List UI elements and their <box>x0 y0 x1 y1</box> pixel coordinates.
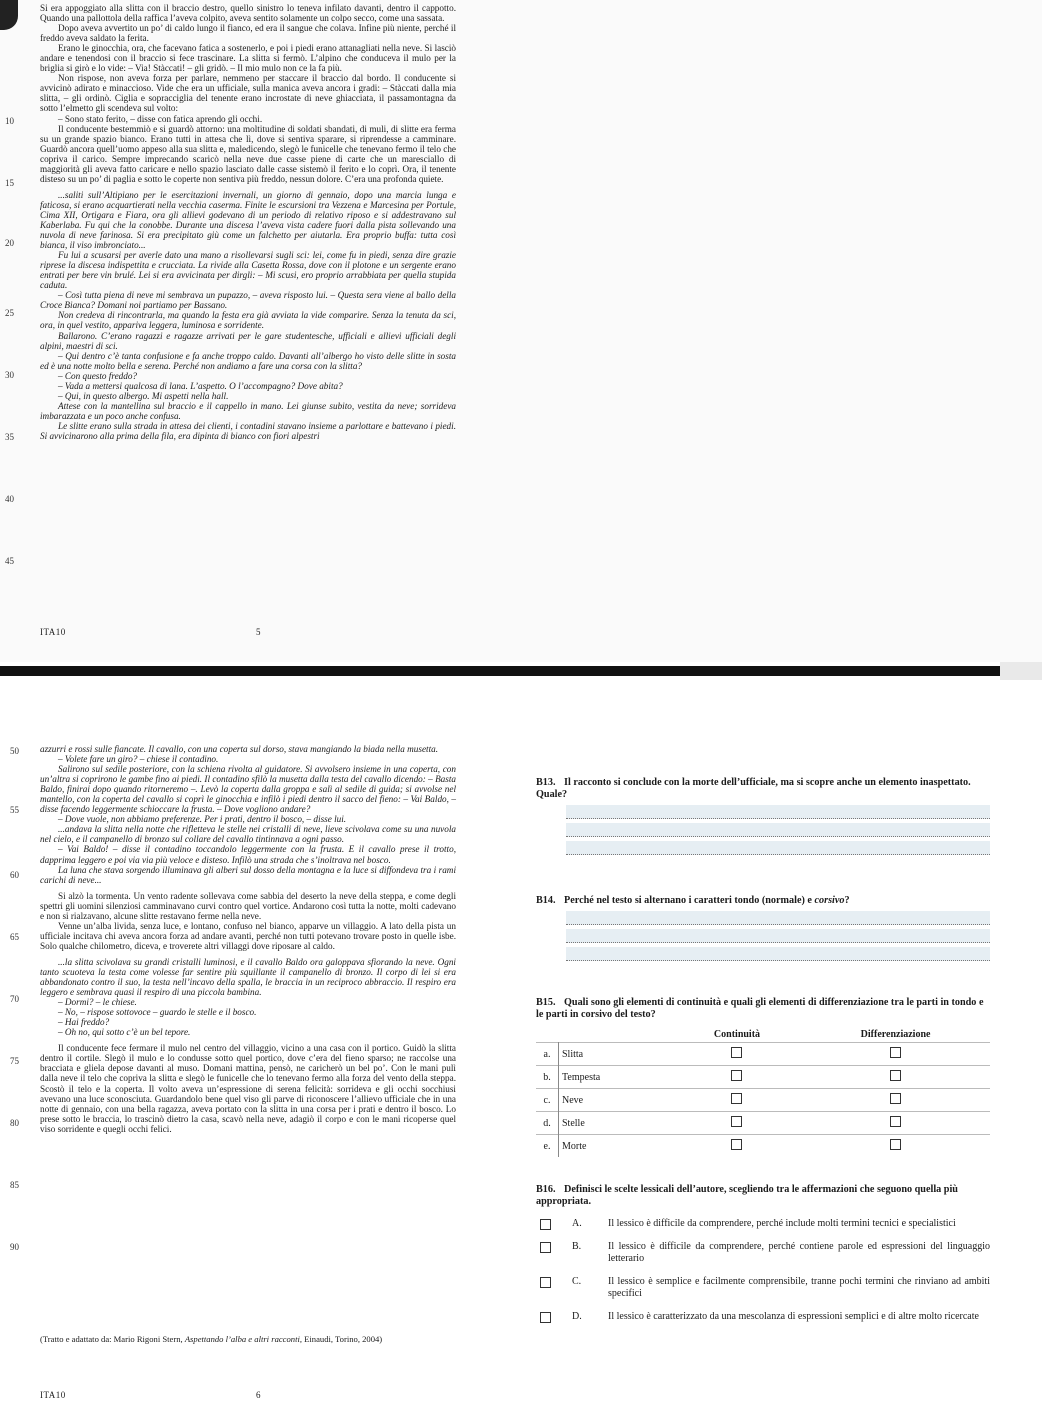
answer-option[interactable] <box>536 1311 990 1324</box>
story-paragraph: Dopo aveva avvertito un po’ di caldo lungo il fianco, ed era il sangue che colava. Infine più niente, perché il freddo aveva saldato la ferita. <box>40 23 456 44</box>
row-label: Neve <box>559 1089 673 1112</box>
line-number: 70 <box>10 994 19 1004</box>
story-paragraph: – Qui dentro c’è tanta confusione e fa anche troppo caldo. Davanti all’albergo ho visto delle slitte in sosta ed è una notte molto bella e serena. Perché non andiamo a fare una corsa con la slitta? <box>40 350 456 371</box>
row-label: Slitta <box>559 1043 673 1066</box>
question-text: Perché nel testo si alternano i caratteri tondo (normale) e <box>564 895 815 906</box>
option-text: Il lessico è difficile da comprendere, perché include molti termini tecnici e specialistici <box>608 1218 956 1229</box>
story-paragraph: azzurri e rossi sulle fiancate. Il cavallo, con una coperta sul dorso, stava mangiando la biada nella musetta. <box>40 744 439 754</box>
line-number: 20 <box>5 238 14 248</box>
question-b15 <box>536 997 990 1157</box>
header-difference: Differenziazione <box>860 1029 931 1040</box>
table-row <box>536 1043 990 1066</box>
difference-checkbox[interactable] <box>890 1047 901 1058</box>
option-checkbox[interactable] <box>540 1312 551 1323</box>
row-letter: a. <box>536 1043 559 1066</box>
source-prefix: (Tratto e adattato da: Mario Rigoni Stern, <box>40 1334 185 1344</box>
story-paragraph: – Vada a mettersi qualcosa di lana. L’aspetto. O l’accompagno? Dove abita? <box>58 380 343 391</box>
header-continuity: Continuità <box>713 1029 761 1040</box>
option-letter: A. <box>572 1218 582 1229</box>
story-paragraph: Erano le ginocchia, ora, che facevano fatica a sostenerlo, e poi i piedi erano attanagliati nella neve. Si lasciò andare e tenendosi con il braccio si fece trascinare. La slitta si fermò. L’alpino che conduceva il mulo per la briglia si girò e lo vide: – Via! Stàccati! – gli gridò. – Il mio mulo non ce la fa più. <box>40 43 456 74</box>
answer-line[interactable] <box>566 805 990 819</box>
option-text: Il lessico è semplice e facilmente comprensibile, tranne pochi termini che rinviano ad ambiti specifici <box>608 1275 990 1299</box>
line-number: 45 <box>5 556 14 566</box>
table-row <box>536 1112 990 1135</box>
answer-line[interactable] <box>566 911 990 925</box>
question-text-italic: corsivo <box>814 895 845 906</box>
line-number: 75 <box>10 1056 19 1066</box>
question-number: B13. <box>536 777 556 788</box>
table-row <box>536 1135 990 1158</box>
story-paragraph: Si era appoggiato alla slitta con il braccio destro, quello sinistro lo teneva infilato davanti, dentro il cappotto. Quando una pallottola della raffica l’aveva colpito, aveva sentito solamente un colpo secco, come una sassata. <box>40 3 456 24</box>
story-paragraph: Non rispose, non aveva forza per parlare, nemmeno per staccare il braccio dal bordo. Il conducente si avvicinò adirato e minaccioso. Vide che era un ufficiale, sulla manica aveva ancora i gradi: – Stàccati dalla mia slitta, – gli ordinò. Ciglia e sopracciglia del tenente erano incrostate di neve ghiacciata, il passamontagna da sotto l’elmetto gli scendeva sul volto: <box>40 73 456 114</box>
continuity-table <box>536 1027 990 1157</box>
answer-line[interactable] <box>566 929 990 943</box>
table-row <box>536 1066 990 1089</box>
question-b16 <box>536 1184 990 1323</box>
line-number: 40 <box>5 494 14 504</box>
story-paragraph: Fu lui a scusarsi per averle dato una mano a risollevarsi sugli sci: lei, come fu in piedi, senza dire grazie riprese la discesa indispettita e crucciata. La rivide alla Casetta Rossa, dove con il plotone e un sergente erano entrati per bere vin brulé. Lei si era avvicinata per dirgli: – Mi scusi, ero proprio arrabbiata per quella stupida caduta. <box>40 250 456 291</box>
question-text: Il racconto si conclude con la morte dell’ufficiale, ma si scopre anche un elemento inaspettato. Quale? <box>536 777 971 800</box>
page-corner-mark <box>0 0 18 30</box>
row-letter: c. <box>536 1089 559 1112</box>
story-paragraph: Le slitte erano sulla strada in attesa dei clienti, i contadini stavano insieme a parlottare e battevano i piedi. Si avvicinarono alla prima della fila, era dipinta di bianco con fiori alpestri <box>40 420 456 441</box>
story-paragraph: – Oh no, qui sotto c’è un bel tepore. <box>58 1027 191 1038</box>
line-number: 90 <box>10 1242 19 1252</box>
story-paragraph: – Qui, in questo albergo. Mi aspetti nella hall. <box>58 390 229 401</box>
story-paragraph: – Dormi? – le chiese. <box>58 997 137 1008</box>
answer-line[interactable] <box>566 823 990 837</box>
answer-option[interactable] <box>536 1241 990 1266</box>
difference-checkbox[interactable] <box>890 1116 901 1127</box>
question-text: Definisci le scelte lessicali dell’autore, scegliendo tra le affermazioni che seguono quella più appropriata. <box>536 1184 958 1207</box>
story-paragraph: Non credeva di rincontrarla, ma quando la festa era già avviata la vide comparire. Senza la tenuta da sci, ora, in quel vestito, appariva leggera, luminosa e sorridente. <box>40 310 456 331</box>
question-number: B15. <box>536 997 556 1008</box>
page-number: 6 <box>256 1390 261 1400</box>
story-paragraph: ...saliti sull’Altipiano per le esercitazioni invernali, un giorno di gennaio, dopo una marcia lunga e faticosa, si erano acquartierati nella vecchia caserma. Finite le escursioni tra Vezzena e Marcesina per Portule, Cima XII, Ortigara e Fiara, ora gli allievi godevano di un periodo di relativo riposo e si addestravano sul Kaberlaba. Fu qui che la conobbe. Durante una discesa l’aveva vista cadere fuori dalla pista sollevando una nuvola di neve farinosa. Si era precipitato giù come un falchetto per aiutarla. Era proprio buffa: tutta così bianca, il viso imbronciato... <box>40 189 456 251</box>
story-paragraph: La luna che stava sorgendo illuminava gli alberi sul dosso della montagna e la luce si diffondeva tra i rami carichi di neve... <box>40 864 456 885</box>
row-letter: b. <box>536 1066 559 1089</box>
line-number: 50 <box>10 746 19 756</box>
answer-line[interactable] <box>566 841 990 855</box>
option-checkbox[interactable] <box>540 1219 551 1230</box>
difference-checkbox[interactable] <box>890 1139 901 1150</box>
line-number: 30 <box>5 370 14 380</box>
line-number: 10 <box>5 116 14 126</box>
question-b14 <box>536 895 990 961</box>
line-number: 25 <box>5 308 14 318</box>
story-paragraph: Il conducente fece fermare il mulo nel centro del villaggio, vicino a una casa con il portico. Guidò la slitta dentro il cortile. Slegò il mulo e lo condusse sotto quel portico, dove c’era del fieno sparso; ne raccolse una bracciata e gliela depose davanti al muso. Domani mattina, pensò, ne caricherò un bel po’. Con le mani pulì dalla neve il telo che copriva la slitta e slegò le funicelle che lo tenevano fermo alla forza del vento della steppa. Scostò il telo e la coperta. Il volto aveva un’espressione di serena felicità: sorrideva e gli occhi socchiusi avevano una luce sconosciuta. Guardandolo bene quel viso gli parve di riconoscere l’allievo ufficiale che in una notte di gennaio, con una bella ragazza, aveva portato con la slitta in una corsa per i prati e dentro il bosco. Lo prese sotto le braccia, lo trascinò dietro la casa, scavò nella neve, adagiò il corpo e con le mani ricoperse quel viso sorridente e quegli occhi felici. <box>40 1043 456 1134</box>
line-number: 85 <box>10 1180 19 1190</box>
story-paragraph: Si alzò la tormenta. Un vento radente sollevava come sabbia del deserto la neve della steppa, e come degli spettri gli uomini silenziosi camminavano curvi contro quel vortice. Andarono così tutta la notte, molti cadevano e non si rialzavano, alcune slitte restavano ferme nella neve. <box>40 890 456 921</box>
page-5 <box>0 0 1042 662</box>
answer-option[interactable] <box>536 1276 990 1301</box>
story-paragraph: – Con questo freddo? <box>58 370 138 381</box>
option-letter: B. <box>572 1240 582 1252</box>
line-number: 55 <box>10 805 19 815</box>
story-paragraph: Il conducente bestemmiò e si guardò attorno: una moltitudine di soldati sbandati, di muli, di slitte era ferma su un grande spazio bianco. Erano tutti in attesa che lì, dove si sentiva sparare, si riprendesse a camminare. Guardò ancora quell’uomo appeso alla sua slitta e, maledicendo, slegò le funicelle che tenevano fermo il telo che copriva il carico. Sempre imprecando scaricò nella neve due casse piene di carte che un maresciallo di maggiorità gli aveva fatto caricare e nello spazio lasciato dalle casse sistemò il ferito e lo coprì. Ora, il tenente disteso su un po’ di paglia e sotto le coperte non sentiva più freddo, nessun dolore. C’era una profonda quiete. <box>40 123 456 184</box>
story-paragraph: ...andava la slitta nella notte che rifletteva le stelle nei cristalli di neve, lieve scivolava come su una nuvola nel cielo, e il campanello di bronzo sul collare del cavallo tintinnava a ogni passo. <box>40 824 456 845</box>
continuity-checkbox[interactable] <box>731 1047 742 1058</box>
story-paragraph: Salirono sul sedile posteriore, con la schiena rivolta al guidatore. Si avvolsero insieme in una coperta, con un’altra si coprirono le gambe fino ai piedi. Il contadino sfilò la musetta dalla testa del cavallo dicendo: – Basta Baldo, finirai dopo quando ritorneremo –. Levò la coperta dalla groppa e salì al sedile di guida; si avvolse nel mantello, con la coperta del cavallo si coprì le ginocchia e infilò i piedi dentro il sacco del fieno: – Vai Baldo, – disse facendo leggermente schioccare la frusta. – Dove vogliono andare? <box>40 764 456 815</box>
story-paragraph: – Così tutta piena di neve mi sembrava un pupazzo, – aveva risposto lui. – Questa sera viene al ballo della Croce Bianca? Domani noi partiamo per Bassano. <box>40 290 456 311</box>
question-text-end: ? <box>844 895 850 906</box>
story-paragraph: – Sono stato ferito, – disse con fatica aprendo gli occhi. <box>58 113 263 124</box>
answer-option[interactable] <box>536 1218 990 1231</box>
source-suffix: , Einaudi, Torino, 2004) <box>299 1334 383 1344</box>
continuity-checkbox[interactable] <box>731 1093 742 1104</box>
line-number: 80 <box>10 1118 19 1128</box>
page-6 <box>0 680 1042 1422</box>
source-title: Aspettando l’alba e altri racconti <box>184 1334 300 1344</box>
table-row <box>536 1089 990 1112</box>
story-text-page-6 <box>40 744 456 1134</box>
story-paragraph: Attese con la mantellina sul braccio e il cappello in mano. Lei giunse subito, vestita da neve; sorrideva imbarazzata e un poco anche confusa. <box>40 400 456 421</box>
option-text: Il lessico è caratterizzato da una mescolanza di espressioni semplici e di altre molto ricercate <box>608 1310 979 1322</box>
story-paragraph: – Vai Baldo! – disse il contadino toccandolo leggermente con la frusta. E il cavallo prese il trotto, dapprima leggero e poi via via più veloce e disteso. Infilò una strada che s’inoltrava nel bosco. <box>40 844 456 865</box>
story-paragraph: Venne un’alba livida, senza luce, e lontano, confuso nel bianco, apparve un villaggio. A lato della pista un ufficiale incitava chi aveva ancora forza ad andare avanti, perché non tutti potevano trovare posto in quelle isbe. Solo qualche chilometro, diceva, e troverete altri villaggi dove riposare al caldo. <box>40 920 456 951</box>
difference-checkbox[interactable] <box>890 1093 901 1104</box>
line-number: 15 <box>5 178 14 188</box>
story-paragraph: Ballarono. C’erano ragazzi e ragazze arrivati per le gare studentesche, ufficiali e allievi ufficiali degli alpini, maestri di sci. <box>40 330 456 351</box>
difference-checkbox[interactable] <box>890 1070 901 1081</box>
story-paragraph: ...la slitta scivolava su grandi cristalli luminosi, e il cavallo Baldo ora galoppava sfiorando la neve. Ogni tanto scuoteva la testa come volesse far sentire più squillante il campanello di bronzo. Il corpo di lei si era abbandonato contro il suo, la testa nell’incavo della spalla, le braccia in un reciproco abbraccio. Il respiro era leggero e sembrava quasi il respiro di una piccola bambina. <box>40 956 456 998</box>
story-paragraph: – Volete fare un giro? – chiese il contadino. <box>58 754 219 765</box>
story-paragraph: – Dove vuole, non abbiamo preferenze. Per i prati, dentro il bosco, – disse lui. <box>58 814 347 825</box>
continuity-checkbox[interactable] <box>731 1070 742 1081</box>
option-letter: D. <box>572 1310 582 1322</box>
row-label: Stelle <box>559 1112 673 1135</box>
row-letter: d. <box>536 1112 559 1135</box>
question-b13 <box>536 777 990 855</box>
option-letter: C. <box>572 1275 582 1287</box>
row-label: Morte <box>559 1135 673 1158</box>
question-number: B14. <box>536 895 556 906</box>
continuity-checkbox[interactable] <box>731 1116 742 1127</box>
question-text: Quali sono gli elementi di continuità e quali gli elementi di differenziazione tra le parti in tondo e le parti in corsivo del testo? <box>536 997 984 1020</box>
option-text: Il lessico è difficile da comprendere, perché contiene parole ed espressioni del linguaggio letterario <box>608 1240 990 1264</box>
story-text-page-5 <box>40 3 456 441</box>
line-number: 35 <box>5 432 14 442</box>
footer-code: ITA10 <box>40 627 66 637</box>
story-paragraph: – Hai freddo? <box>58 1017 110 1028</box>
option-list <box>536 1218 990 1323</box>
page-divider <box>0 666 1000 676</box>
row-letter: e. <box>536 1135 559 1158</box>
row-label: Tempesta <box>559 1066 673 1089</box>
answer-line[interactable] <box>566 947 990 961</box>
footer-code: ITA10 <box>40 1390 66 1400</box>
option-checkbox[interactable] <box>540 1242 551 1253</box>
line-number: 65 <box>10 932 19 942</box>
line-number: 60 <box>10 870 19 880</box>
continuity-checkbox[interactable] <box>731 1139 742 1150</box>
story-paragraph: – No, – rispose sottovoce – guardo le stelle e il bosco. <box>58 1007 257 1018</box>
question-number: B16. <box>536 1184 556 1195</box>
option-checkbox[interactable] <box>540 1277 551 1288</box>
page-number: 5 <box>256 627 261 637</box>
source-citation <box>40 1334 456 1344</box>
